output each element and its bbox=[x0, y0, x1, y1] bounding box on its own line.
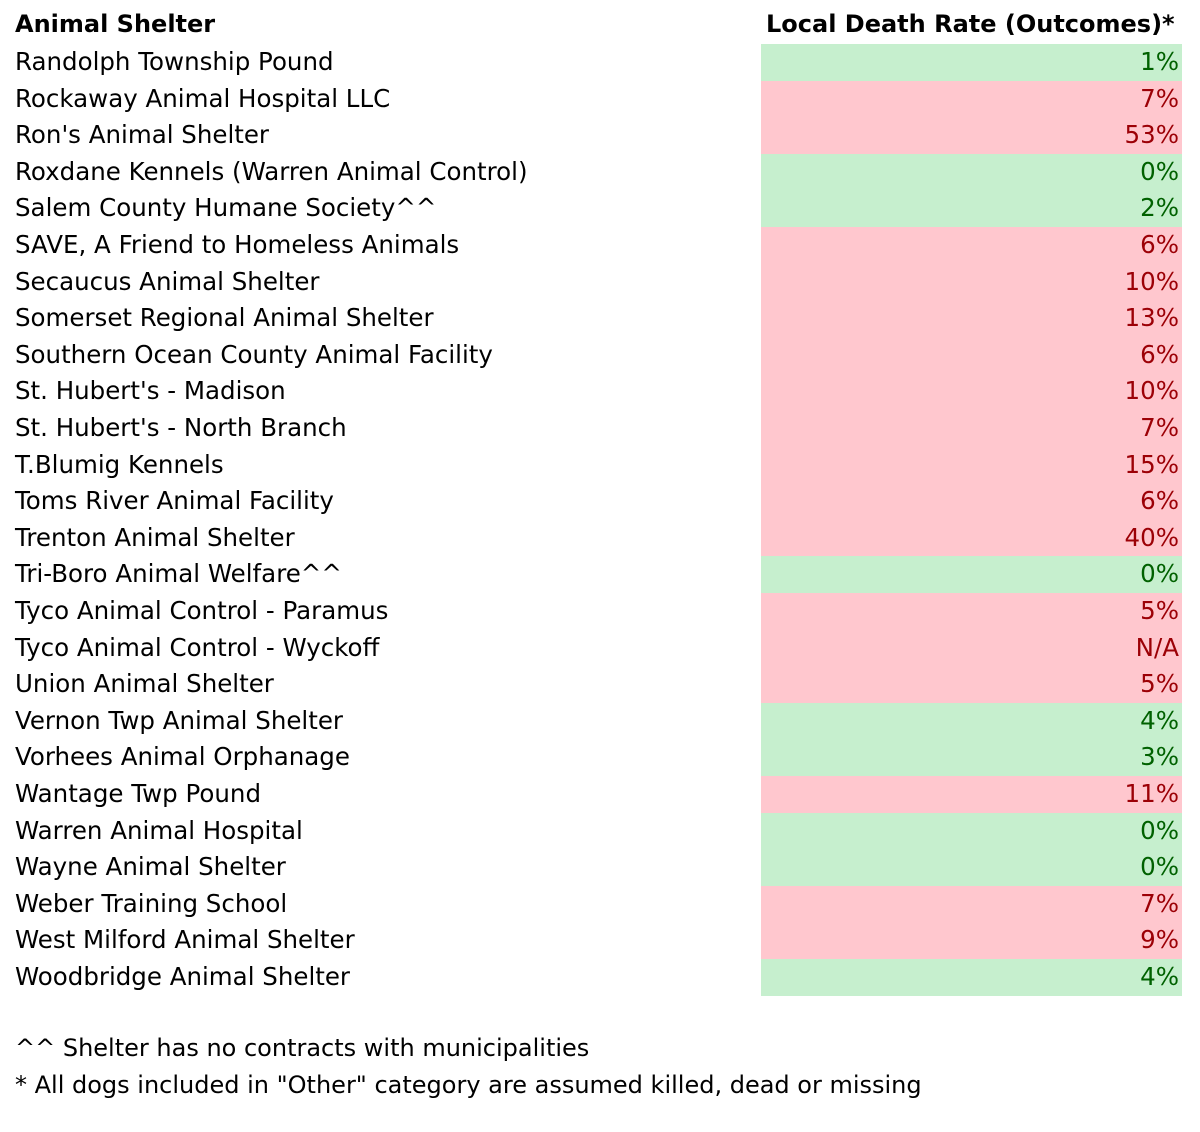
table-row bbox=[0, 373, 1200, 410]
death-rate-cell: 7% bbox=[761, 886, 1182, 923]
table-row bbox=[0, 337, 1200, 374]
table-row bbox=[0, 154, 1200, 191]
column-header-animal-shelter: Animal Shelter bbox=[15, 10, 216, 38]
table-row bbox=[0, 44, 1200, 81]
table-row bbox=[0, 447, 1200, 484]
shelter-name: Tri-Boro Animal Welfare^^ bbox=[15, 559, 342, 589]
shelter-name: Secaucus Animal Shelter bbox=[15, 266, 320, 296]
shelter-name: Vernon Twp Animal Shelter bbox=[15, 705, 343, 735]
death-rate-cell: 13% bbox=[761, 300, 1182, 337]
table-row bbox=[0, 556, 1200, 593]
column-header-local-death-rate: Local Death Rate (Outcomes)* bbox=[766, 10, 1175, 38]
death-rate-cell: 5% bbox=[761, 593, 1182, 630]
shelter-name: SAVE, A Friend to Homeless Animals bbox=[15, 230, 460, 259]
shelter-name: Randolph Township Pound bbox=[15, 47, 334, 76]
death-rate-cell: 0% bbox=[761, 849, 1182, 886]
table-row bbox=[0, 703, 1200, 740]
death-rate-cell: 7% bbox=[761, 81, 1182, 118]
table-row bbox=[0, 886, 1200, 923]
death-rate-cell: 7% bbox=[761, 410, 1182, 447]
shelter-name: Weber Training School bbox=[15, 888, 288, 918]
table-row bbox=[0, 630, 1200, 667]
death-rate-cell: 15% bbox=[761, 447, 1182, 484]
table-row bbox=[0, 410, 1200, 447]
shelter-name: Ron's Animal Shelter bbox=[15, 120, 270, 150]
shelter-name: Rockaway Animal Hospital LLC bbox=[15, 83, 391, 113]
shelter-name: Vorhees Animal Orphanage bbox=[15, 742, 350, 772]
table-row bbox=[0, 264, 1200, 301]
table-row bbox=[0, 483, 1200, 520]
death-rate-cell: 11% bbox=[761, 776, 1182, 813]
death-rate-cell: 0% bbox=[761, 154, 1182, 191]
shelter-name: Trenton Animal Shelter bbox=[15, 522, 295, 552]
death-rate-cell: 9% bbox=[761, 922, 1182, 959]
shelter-name: St. Hubert's - Madison bbox=[15, 376, 286, 406]
shelter-name: West Milford Animal Shelter bbox=[15, 925, 355, 955]
death-rate-cell: 4% bbox=[761, 703, 1182, 740]
shelter-name: Wayne Animal Shelter bbox=[15, 852, 286, 882]
table-row bbox=[0, 117, 1200, 154]
death-rate-cell: 1% bbox=[761, 44, 1182, 81]
table-row bbox=[0, 776, 1200, 813]
death-rate-cell: 3% bbox=[761, 739, 1182, 776]
table-row bbox=[0, 813, 1200, 850]
shelter-name: Southern Ocean County Animal Facility bbox=[15, 339, 493, 369]
table-row bbox=[0, 922, 1200, 959]
table-row bbox=[0, 739, 1200, 776]
table-row bbox=[0, 520, 1200, 557]
table-row bbox=[0, 849, 1200, 886]
table-row bbox=[0, 81, 1200, 118]
shelter-name: Wantage Twp Pound bbox=[15, 779, 262, 808]
shelter-name: Union Animal Shelter bbox=[15, 669, 274, 699]
table-row bbox=[0, 227, 1200, 264]
death-rate-cell: 10% bbox=[761, 264, 1182, 301]
death-rate-cell: 10% bbox=[761, 373, 1182, 410]
footnote-no-contracts: ^^ Shelter has no contracts with municipalities bbox=[15, 1034, 590, 1062]
death-rate-cell: N/A bbox=[761, 630, 1182, 667]
table-row bbox=[0, 959, 1200, 996]
shelter-name: T.Blumig Kennels bbox=[15, 449, 224, 479]
shelter-name: Tyco Animal Control - Wyckoff bbox=[15, 632, 380, 662]
death-rate-cell: 0% bbox=[761, 813, 1182, 850]
shelter-name: Salem County Humane Society^^ bbox=[15, 193, 437, 223]
death-rate-cell: 6% bbox=[761, 337, 1182, 374]
table-row bbox=[0, 666, 1200, 703]
shelter-name: St. Hubert's - North Branch bbox=[15, 413, 347, 442]
shelter-name: Warren Animal Hospital bbox=[15, 815, 303, 845]
death-rate-cell: 6% bbox=[761, 227, 1182, 264]
footnote-other-category: * All dogs included in "Other" category are assumed killed, dead or missing bbox=[15, 1071, 922, 1099]
death-rate-cell: 6% bbox=[761, 483, 1182, 520]
death-rate-cell: 0% bbox=[761, 556, 1182, 593]
death-rate-cell: 5% bbox=[761, 666, 1182, 703]
shelter-name: Roxdane Kennels (Warren Animal Control) bbox=[15, 156, 528, 186]
table-row bbox=[0, 190, 1200, 227]
death-rate-cell: 40% bbox=[761, 520, 1182, 557]
table-row bbox=[0, 300, 1200, 337]
shelter-name: Toms River Animal Facility bbox=[15, 486, 334, 516]
death-rate-cell: 53% bbox=[761, 117, 1182, 154]
shelter-name: Somerset Regional Animal Shelter bbox=[15, 303, 434, 333]
death-rate-cell: 4% bbox=[761, 959, 1182, 996]
death-rate-cell: 2% bbox=[761, 190, 1182, 227]
table-row bbox=[0, 593, 1200, 630]
shelter-name: Woodbridge Animal Shelter bbox=[15, 962, 350, 991]
shelter-name: Tyco Animal Control - Paramus bbox=[15, 596, 389, 625]
